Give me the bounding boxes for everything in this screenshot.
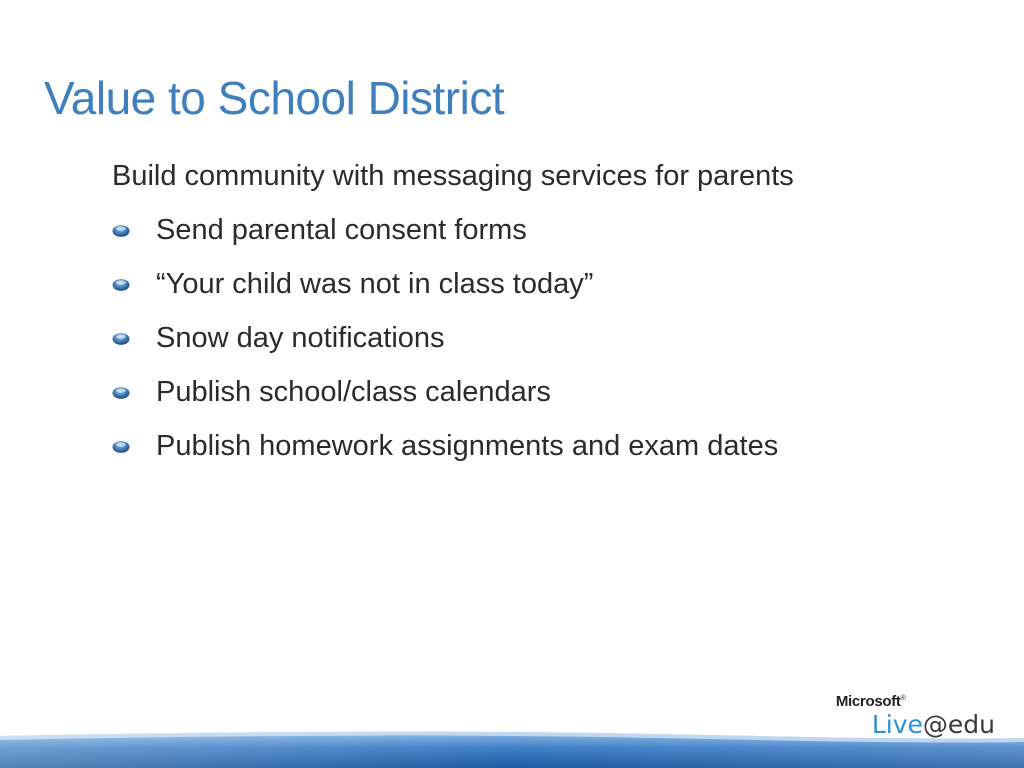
bullet-text: Publish homework assignments and exam dates bbox=[156, 430, 779, 462]
bullet-item bbox=[112, 264, 992, 304]
sphere-bullet-icon bbox=[112, 440, 130, 453]
lead-text: Build community with messaging services for parents bbox=[112, 160, 794, 192]
bullet-text: Send parental consent forms bbox=[156, 214, 527, 246]
bullet-text: “Your child was not in class today” bbox=[156, 268, 594, 300]
bullet-item bbox=[112, 318, 992, 358]
microsoft-live-edu-logo bbox=[836, 691, 995, 740]
sphere-bullet-icon bbox=[112, 332, 130, 345]
sphere-bullet-icon bbox=[112, 224, 130, 237]
bullet-list bbox=[112, 210, 992, 466]
bullet-text: Snow day notifications bbox=[156, 322, 445, 354]
logo-company: Microsoft® bbox=[835, 693, 906, 710]
bullet-text: Publish school/class calendars bbox=[156, 376, 551, 408]
slide-content bbox=[112, 156, 992, 480]
logo-product: Live@edu bbox=[871, 710, 995, 739]
bullet-item bbox=[112, 426, 992, 466]
slide-title: Value to School District bbox=[44, 72, 505, 124]
sphere-bullet-icon bbox=[112, 278, 130, 291]
sphere-bullet-icon bbox=[112, 386, 130, 399]
bullet-item bbox=[112, 372, 992, 412]
bullet-item bbox=[112, 210, 992, 250]
